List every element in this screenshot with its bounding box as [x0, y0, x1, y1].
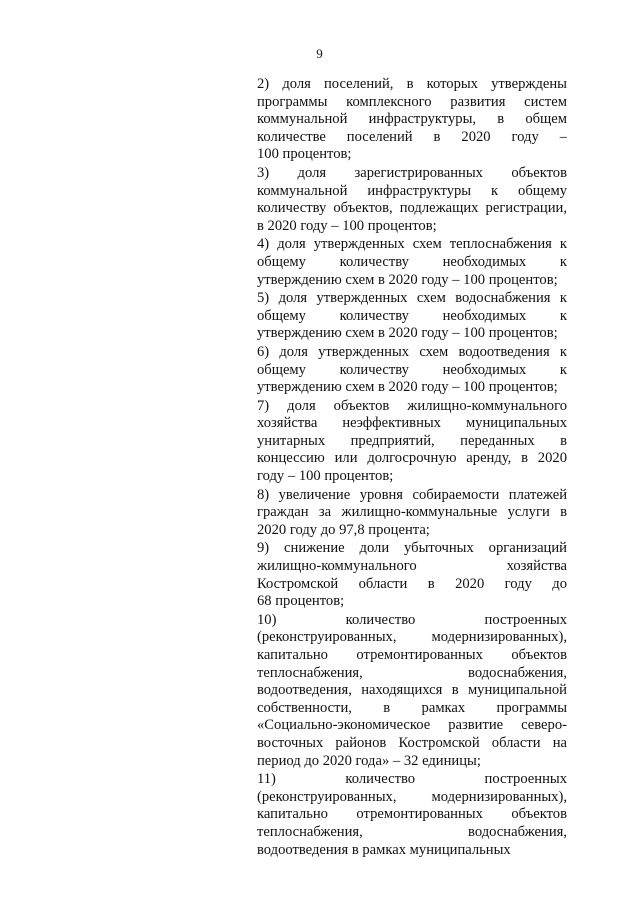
list-item	[257, 344, 567, 397]
list-item	[257, 290, 567, 343]
text-line: водоотведения в рамках муниципальных	[257, 841, 511, 858]
text-line: утверждению схем в 2020 году – 100 процентов;	[257, 379, 558, 396]
text-line: теплоснабжения, водоснабжения,	[257, 664, 567, 681]
text-line: коммунальной инфраструктуры к общему	[257, 182, 567, 199]
text-line: утверждению схем в 2020 году – 100 процентов;	[257, 271, 558, 288]
text-line: общему количеству необходимых к	[257, 307, 567, 324]
list-item	[257, 612, 567, 770]
text-line: концессию или долгосрочную аренду, в 2020	[257, 450, 567, 467]
text-line: жилищно-коммунального хозяйства	[257, 558, 567, 575]
text-line: собственности, в рамках программы	[257, 699, 567, 716]
text-line: 5) доля утвержденных схем водоснабжения к	[257, 290, 567, 307]
text-line: граждан за жилищно-коммунальные услуги в	[257, 504, 567, 521]
text-line: общему количеству необходимых к	[257, 361, 567, 378]
list-item	[257, 236, 567, 289]
text-line: 6) доля утвержденных схем водоотведения к	[257, 343, 567, 360]
text-line: капитально отремонтированных объектов	[257, 647, 567, 663]
text-line: 10) количество построенных	[257, 611, 567, 628]
list-item	[257, 771, 567, 859]
text-line: теплоснабжения, водоснабжения,	[257, 823, 567, 840]
text-line: Костромской области в 2020 году до	[257, 575, 567, 592]
list-item	[257, 398, 567, 486]
text-line: 11) количество построенных	[257, 771, 567, 788]
text-line: 3) доля зарегистрированных объектов	[257, 164, 567, 181]
text-line: общему количеству необходимых к	[257, 253, 567, 270]
text-line: количестве поселений в 2020 году –	[257, 128, 567, 145]
text-line: 100 процентов;	[257, 146, 352, 163]
text-line: утверждению схем в 2020 году – 100 процентов;	[257, 325, 558, 342]
text-line: хозяйства неэффективных муниципальных	[257, 415, 567, 432]
text-line: коммунальной инфраструктуры, в общем	[257, 111, 567, 128]
page-number: 9	[316, 46, 323, 61]
text-line: программы комплексного развития систем	[257, 93, 567, 110]
text-line: 9) снижение доли убыточных организаций	[257, 540, 567, 557]
text-line: (реконструированных, модернизированных),	[257, 788, 567, 805]
list-item	[257, 487, 567, 540]
text-line: (реконструированных, модернизированных),	[257, 629, 567, 646]
text-line: капитально отремонтированных объектов	[257, 806, 567, 823]
text-line: 68 процентов;	[257, 593, 345, 610]
text-line: унитарных предприятий, переданных в	[257, 432, 567, 449]
text-line: водоотведения, находящихся в муниципальной	[257, 682, 567, 699]
text-line: 4) доля утвержденных схем теплоснабжения к	[257, 236, 567, 253]
text-line: период до 2020 года» – 32 единицы;	[257, 752, 481, 769]
list-item	[257, 540, 567, 610]
text-line: 7) доля объектов жилищно-коммунального	[257, 397, 567, 414]
text-line: 8) увеличение уровня собираемости платежей	[257, 486, 567, 503]
text-line: году – 100 процентов;	[257, 468, 394, 485]
document-body	[257, 76, 567, 860]
text-line: «Социально-экономическое развитие северо-	[257, 717, 567, 734]
list-item	[257, 76, 567, 164]
text-line: восточных районов Костромской области на	[257, 734, 567, 751]
text-line: 2) доля поселений, в которых утверждены	[257, 76, 567, 92]
text-line: количеству объектов, подлежащих регистрации,	[257, 200, 567, 217]
list-item	[257, 165, 567, 235]
text-line: 2020 году до 97,8 процента;	[257, 521, 430, 538]
text-line: в 2020 году – 100 процентов;	[257, 217, 437, 234]
